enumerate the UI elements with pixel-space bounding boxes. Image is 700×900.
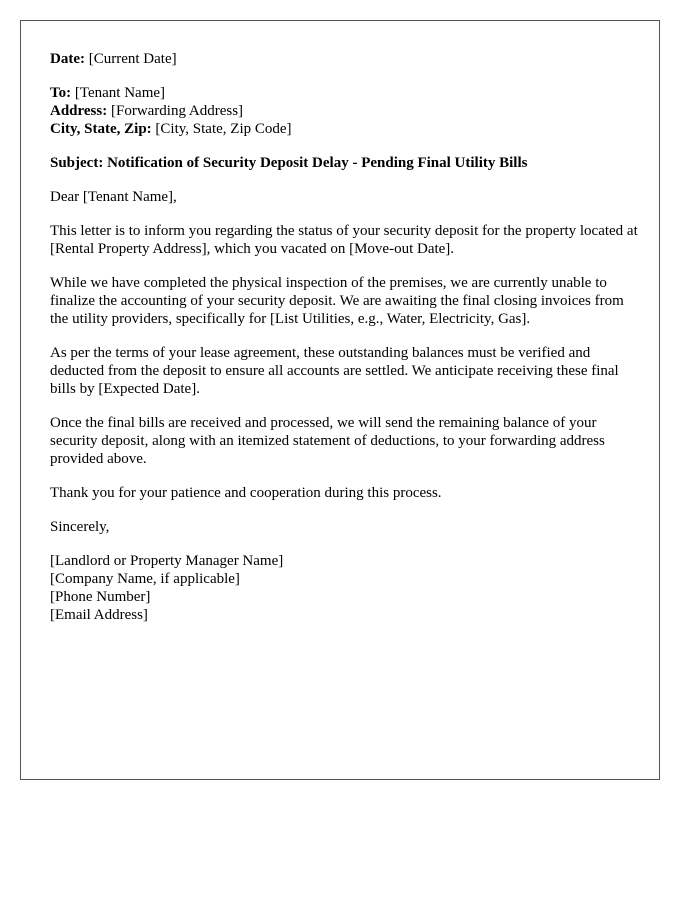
signature-name: [Landlord or Property Manager Name] — [50, 553, 284, 569]
city-label: City, State, Zip: — [50, 121, 152, 137]
date-label: Date: — [50, 51, 85, 67]
body-paragraph-3: As per the terms of your lease agreement, these outstanding balances must be verified and deducted from the deposit to ensure all accounts are settled. We anticipate receiving these final bills by [Expected Date]. — [50, 345, 619, 397]
signature-block — [50, 552, 640, 624]
body-paragraph-2: While we have completed the physical inspection of the premises, we are currently unable to finalize the accounting of your security deposit. We are awaiting the final closing invoices from the utility providers, specifically for [List Utilities, e.g., Water, Electricity, Gas]. — [50, 275, 624, 327]
signature-company: [Company Name, if applicable] — [50, 571, 240, 587]
body-paragraph-4: Once the final bills are received and processed, we will send the remaining balance of your security deposit, along with an itemized statement of deductions, to your forwarding address provided above. — [50, 415, 605, 467]
address-value: [Forwarding Address] — [110, 103, 244, 119]
recipient-block — [50, 84, 640, 138]
signature-email: [Email Address] — [50, 607, 148, 623]
city-value: [City, State, Zip Code] — [155, 121, 292, 137]
address-line — [50, 102, 640, 120]
to-line — [50, 84, 640, 102]
body-paragraph-5: Thank you for your patience and cooperation during this process. — [50, 485, 442, 501]
date-value: [Current Date] — [88, 51, 177, 67]
date-line — [50, 50, 640, 68]
to-value: [Tenant Name] — [74, 85, 166, 101]
date-block — [50, 50, 640, 68]
letter-content — [50, 50, 640, 640]
letter-page — [20, 20, 660, 780]
salutation: Dear [Tenant Name], — [50, 189, 177, 205]
city-line — [50, 120, 640, 138]
subject-line: Subject: Notification of Security Deposit Delay - Pending Final Utility Bills — [50, 155, 528, 171]
signature-phone: [Phone Number] — [50, 589, 151, 605]
address-label: Address: — [50, 103, 108, 119]
to-label: To: — [50, 85, 72, 101]
body-paragraph-1: This letter is to inform you regarding the status of your security deposit for the property located at [Rental Property Address], which you vacated on [Move-out Date]. — [50, 223, 638, 257]
closing: Sincerely, — [50, 519, 110, 535]
